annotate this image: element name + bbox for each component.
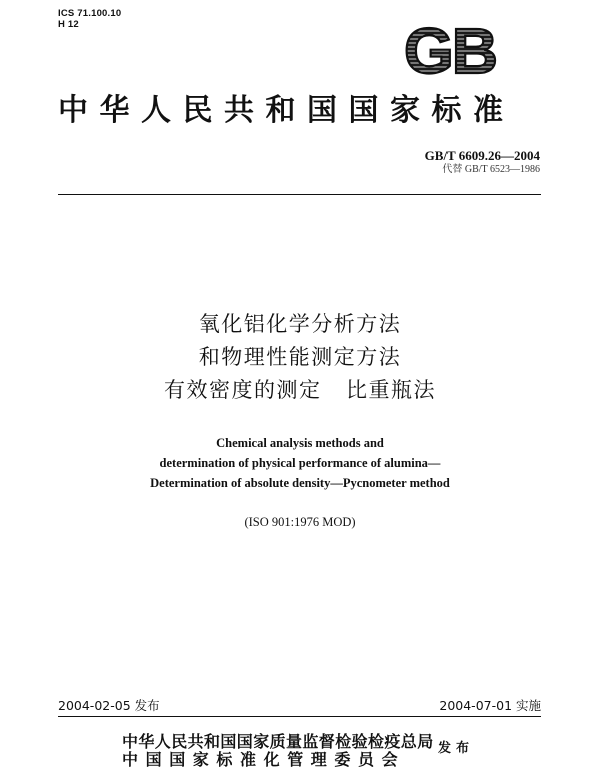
- english-title-line-3: Determination of absolute density—Pycnometer method: [150, 476, 450, 490]
- issuer-sac: 中国国家标准化管理委员会: [122, 750, 406, 769]
- gb-logo-text: GB: [404, 18, 496, 80]
- ics-code: ICS 71.100.10: [58, 8, 122, 19]
- chinese-title-line-3: 有效密度的测定 比重瓶法: [163, 378, 437, 402]
- chinese-title-line-2: 和物理性能测定方法: [198, 345, 402, 369]
- english-title: [0, 433, 600, 493]
- issuing-authorities: [122, 733, 434, 769]
- gb-logo: [392, 18, 508, 80]
- national-standard-title: 中华人民共和国国家标准: [58, 93, 515, 128]
- implementation-date: 2004-07-01 实施: [439, 698, 541, 713]
- publish-label: 发布: [438, 741, 475, 756]
- chinese-title: [0, 308, 600, 407]
- replaces-standard: 代替 GB/T 6523—1986: [442, 164, 540, 175]
- standard-number: GB/T 6609.26—2004: [424, 148, 540, 163]
- classification-codes: [58, 8, 121, 30]
- english-title-line-1: Chemical analysis methods and: [216, 436, 384, 450]
- top-divider: [58, 194, 541, 195]
- iso-reference: (ISO 901:1976 MOD): [244, 515, 356, 529]
- gb-logo-mark: [392, 18, 508, 80]
- bottom-divider: [58, 716, 541, 717]
- ccs-code: H 12: [58, 19, 79, 30]
- chinese-title-line-1: 氧化铝化学分析方法: [198, 312, 402, 336]
- issuer-aqsiq: 中华人民共和国国家质量监督检验检疫总局: [122, 732, 434, 751]
- issue-date: 2004-02-05 发布: [58, 698, 160, 713]
- standard-number-block: [425, 148, 540, 176]
- english-title-line-2: determination of physical performance of alumina—: [159, 456, 441, 470]
